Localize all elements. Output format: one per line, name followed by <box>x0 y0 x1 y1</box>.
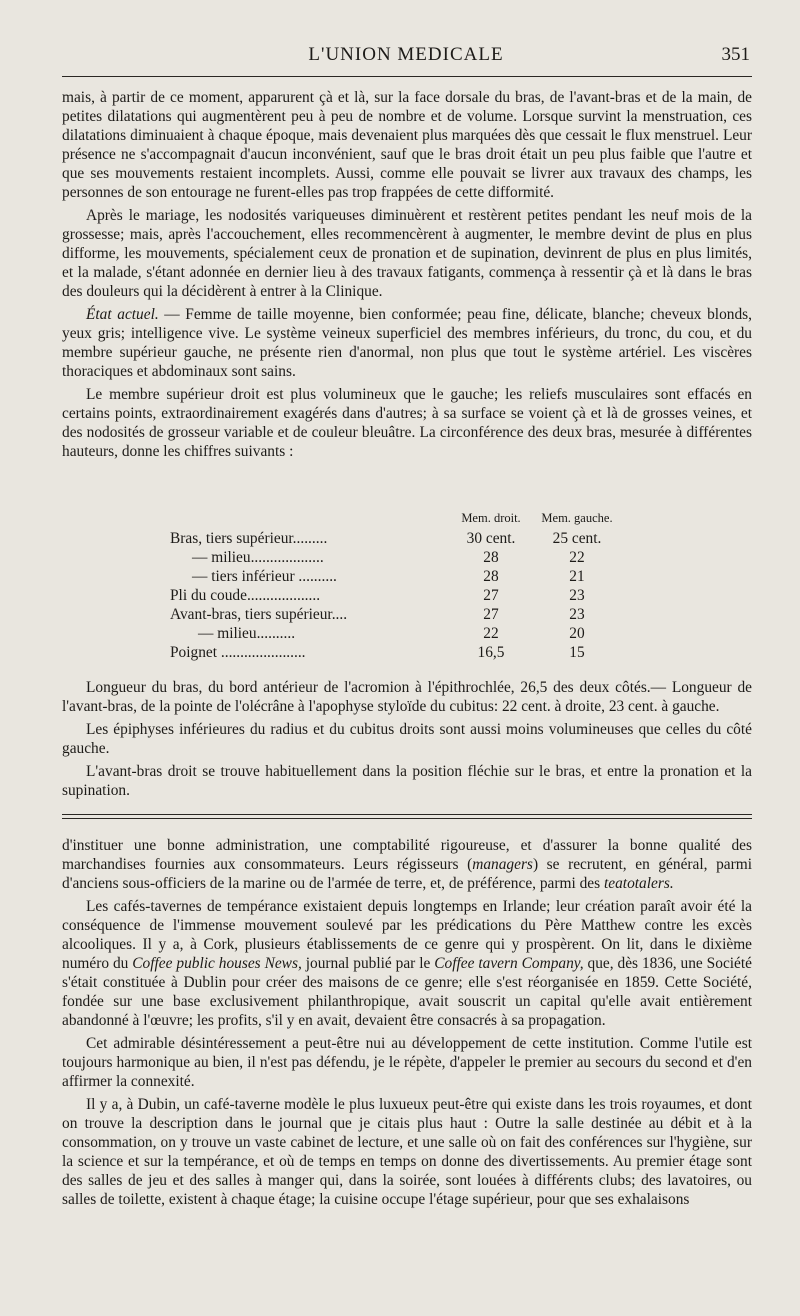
row-label: Avant-bras, tiers supérieur.... <box>170 606 348 623</box>
measurement-notes <box>62 678 752 804</box>
journal-title: L'UNION MEDICALE <box>308 44 504 65</box>
table-row <box>170 548 620 567</box>
paragraph: Le membre supérieur droit est plus volumineux que le gauche; les reliefs musculaires sont effacés en certains points, extraordinairement exagérés dans d'autres; à sa surface se voient çà et là de grosses veines, et des nodosités de grosseur variable et de couleur bleuâtre. La circonférence des deux bras, mesurée à différentes hauteurs, donne les chiffres suivants : <box>62 386 752 460</box>
value-left: 20 <box>569 625 585 642</box>
paragraph: Longueur du bras, du bord antérieur de l'acromion à l'épithrochlée, 26,5 des deux côtés.— Longueur de l'avant-bras, de la pointe de l'olécrâne à l'apophyse styloïde du cubitus: 22 cent. à droite, 23 cent. à gauche. <box>62 679 752 715</box>
value-right: 28 <box>483 549 499 566</box>
feuilleton-paragraph: Il y a, à Dubin, un café-taverne modèle le plus luxueux peut-être qui existe dans les trois royaumes, et dont on trouve la description dans le journal que je citais plus haut : Outre la salle destinée au débit et à la consommation, on y trouve un vaste cabinet de lecture, et une salle où on fait des conférences sur l'hygiène, sur la science et sur la tempérance, et où de temps en temps on donne des divertissements. Au premier étage sont des salles de jeu et des salles à manger qui, dans la soirée, sont louées à différents clubs; des lavatoires, ou salles de toilette, existent à chaque étage; la cuisine occupe l'étage supérieur, pour que ses exhalaisons <box>62 1096 752 1208</box>
italic-title: Coffee public houses News, <box>132 955 302 972</box>
value-left: 23 <box>569 606 585 623</box>
italic-title: Coffee tavern Company, <box>434 955 584 972</box>
table-row <box>170 624 620 643</box>
column-header-right: Mem. droit. <box>461 511 521 525</box>
circumference-table <box>170 510 620 662</box>
text-run: Les cafés-tavernes de tempérance existaient depuis longtemps en Irlande; leur création paraît avoir été la conséquence de l'immense mouvement soulevé par les prédications du Père Matthew contre les excès alcooliques. Il y a, à Cork, plusieurs établissements de ce genre qui y prospèrent. On lit, dans le dixième numéro du <box>62 898 752 972</box>
feuilleton-text <box>62 836 752 1213</box>
italic-term: teatotalers. <box>603 875 674 892</box>
feuilleton-paragraph <box>62 836 752 893</box>
case-report-text <box>62 88 752 465</box>
value-right: 27 <box>483 587 499 604</box>
row-label: — tiers inférieur .......... <box>192 568 337 585</box>
paragraph: Les épiphyses inférieures du radius et du cubitus droits sont aussi moins volumineuses que celles du côté gauche. <box>62 721 752 757</box>
value-left: 23 <box>569 587 585 604</box>
value-right: 30 cent. <box>466 530 516 547</box>
feuilleton-paragraph: Cet admirable désintéressement a peut-être nui au développement de cette institution. Comme l'utile est toujours harmonique au bien, il n'est pas défendu, je le répète, d'appeler le premier au secours du second et d'en affirmer la connexité. <box>62 1035 752 1090</box>
text-run: ) se recrutent, en général, parmi d'anciens sous-officiers de la marine ou de l'armée de terre, et, de préférence, parmi des <box>62 856 752 892</box>
row-label: — milieu.......... <box>198 625 296 642</box>
table-row <box>170 567 620 586</box>
value-right: 28 <box>483 568 499 585</box>
etat-actuel-lead: État actuel. <box>86 306 159 323</box>
value-left: 21 <box>569 568 585 585</box>
etat-actuel-text: — Femme de taille moyenne, bien conformée; peau fine, délicate, blanche; cheveux blonds, yeux gris; intelligence vive. Le système veineux superficiel des membres inférieurs, du tronc, du cou, et du membre supérieur gauche, ne présente rien d'anormal, non plus que tout le système artériel. Les viscères thoraciques et abdominaux sont sains. <box>62 306 752 380</box>
table-row <box>170 643 620 662</box>
text-run: journal publié par le <box>301 955 435 972</box>
value-right: 16,5 <box>477 644 505 661</box>
row-label: Pli du coude................... <box>170 587 321 604</box>
etat-actuel-paragraph <box>62 305 752 381</box>
page-header <box>62 44 750 74</box>
feuilleton-paragraph <box>62 897 752 1030</box>
value-right: 27 <box>483 606 499 623</box>
column-header-left: Mem. gauche. <box>541 511 613 525</box>
value-left: 15 <box>569 644 585 661</box>
table-row <box>170 529 620 548</box>
feuilleton-rule <box>62 814 752 819</box>
value-left: 25 cent. <box>552 530 602 547</box>
paragraph: mais, à partir de ce moment, apparurent çà et là, sur la face dorsale du bras, de l'avant-bras et de la main, de petites dilatations qui augmentèrent peu à peu de nombre et de volume. Lorsque survint la menstruation, ces dilatations diminuaient à chaque époque, mais devenaient plus marquées dès que cessait le flux menstruel. Leur présence ne s'accompagnait d'aucun inconvénient, sauf que le bras droit était un peu plus faible que l'autre et que ses mouvements restaient incomplets. Aussi, comme elle pouvait se livrer aux travaux des champs, les personnes de son entourage ne furent-elles pas trop frappées de cette difformité. <box>62 89 752 201</box>
text-run: que, dès 1836, une Société s'était constituée à Dublin pour créer des maisons de ce genre; elle s'est réorganisée en 1859. Cette Société, fondée sur une base exclusivement philanthropique, avait souscrit un capital qu'elle avait entièrement abandonné à l'œuvre; les profits, s'il y en avait, devaient être consacrés à sa propagation. <box>62 955 752 1029</box>
value-right: 22 <box>483 625 499 642</box>
row-label: Poignet ...................... <box>170 644 306 661</box>
text-run: d'instituer une bonne administration, une comptabilité rigoureuse, et d'assurer la bonne qualité des marchandises fournies aux consommateurs. Leurs régisseurs ( <box>62 837 752 873</box>
paragraph: Après le mariage, les nodosités variqueuses diminuèrent et restèrent petites pendant les neuf mois de la grossesse; mais, après l'accouchement, elles recommencèrent à augmenter, le membre devint de plus en plus difforme, les mouvements, spécialement ceux de pronation et de supination, devinrent de plus en plus limités, et la malade, s'étant adonnée en dernier lieu à des travaux fatigants, commença à ressentir çà et là dans le bras des douleurs qui la décidèrent à entrer à la Clinique. <box>62 207 752 300</box>
table-header-row <box>170 510 620 529</box>
paragraph: L'avant-bras droit se trouve habituellement dans la position fléchie sur le bras, et entre la pronation et la supination. <box>62 763 752 799</box>
italic-term: managers <box>472 856 533 873</box>
row-label: Bras, tiers supérieur......... <box>170 530 328 547</box>
page-number: 351 <box>721 44 750 65</box>
header-rule <box>62 76 752 77</box>
value-left: 22 <box>569 549 585 566</box>
table-row <box>170 586 620 605</box>
table-row <box>170 605 620 624</box>
row-label: — milieu................... <box>192 549 324 566</box>
